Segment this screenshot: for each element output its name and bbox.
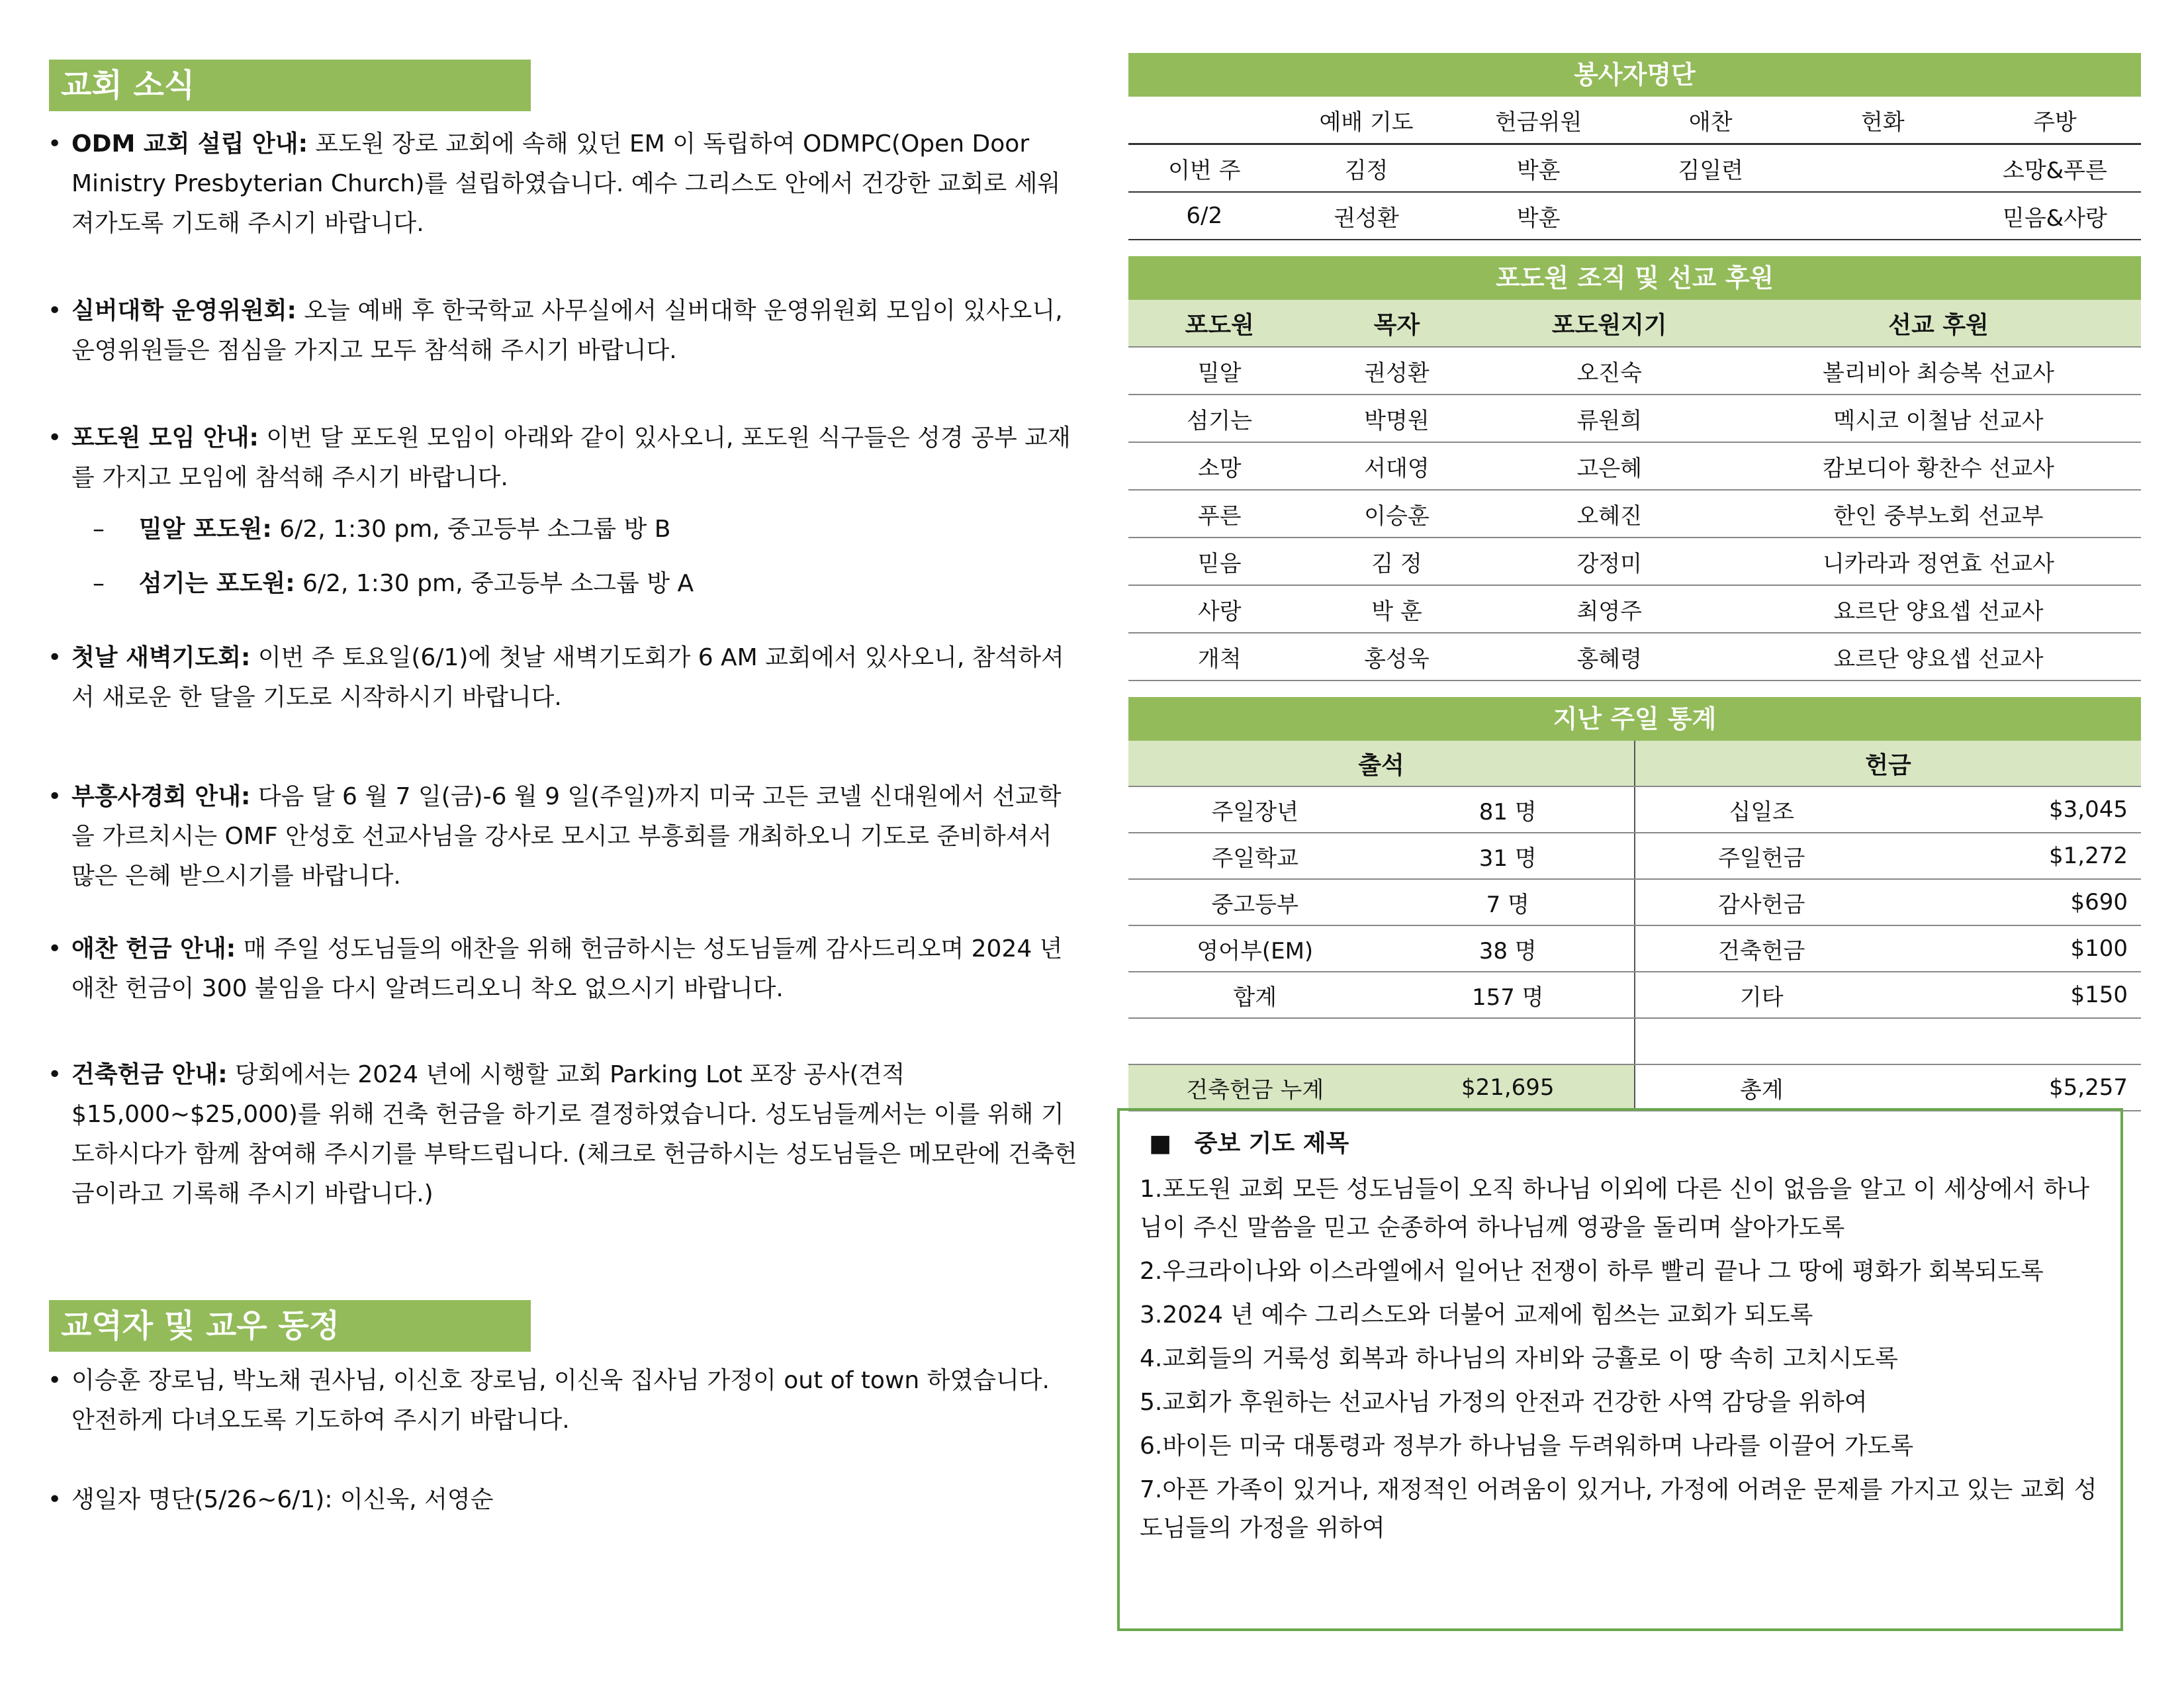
prayer-box <box>1117 1108 2123 1631</box>
sub-item-mil-al <box>46 510 1079 549</box>
table-cell: 합계 <box>1128 972 1382 1018</box>
bullet-icon: • <box>48 783 62 810</box>
header-cell: 애찬 <box>1625 97 1797 144</box>
table-cell: 요르단 양요셉 선교사 <box>1736 633 2141 680</box>
news-text: 오늘 예배 후 한국학교 사무실에서 실버대학 운영위원회 모임이 있사오니, 운영위원들은 점심을 가지고 모두 참석해 주시기 바랍니다. <box>71 297 1063 364</box>
table-cell: 박훈 <box>1453 144 1625 193</box>
prayer-title-text: 중보 기도 제목 <box>1194 1130 1349 1157</box>
header-cell <box>1128 97 1281 144</box>
table-cell: 김 정 <box>1310 538 1482 585</box>
table-cell: $100 <box>1888 925 2142 972</box>
table-cell: 강정미 <box>1482 538 1736 585</box>
news-label: 포도원 모임 안내: <box>71 424 259 451</box>
table-cell: 류원희 <box>1482 395 1736 442</box>
volunteers-table <box>1128 97 2141 240</box>
table-cell: 오혜진 <box>1482 490 1736 538</box>
news-text: 다음 달 6 월 7 일(금)-6 월 9 일(주일)까지 미국 고든 코넬 신대원에서 선교학을 가르치시는 OMF 안성호 선교사님을 강사로 모시고 부흥회를 개최하오니 기도로 준비하셔서 많은 은혜 받으시기를 바랍니다. <box>71 783 1062 890</box>
table-cell: 157 명 <box>1382 972 1635 1018</box>
news-item-odm <box>46 124 1079 244</box>
sub-text: 6/2, 1:30 pm, 중고등부 소그룹 방 A <box>295 570 694 597</box>
bullet-icon: • <box>48 1486 62 1513</box>
bullet-icon: • <box>48 935 62 962</box>
left-column <box>46 60 1079 1520</box>
members-news-travel <box>46 1361 1079 1440</box>
news-item-fellowship-offering <box>46 929 1079 1009</box>
table-cell: 이승훈 <box>1310 490 1482 538</box>
news-text: 생일자 명단(5/26~6/1): 이신욱, 서영순 <box>71 1486 494 1513</box>
table-row-total <box>1128 1064 2141 1111</box>
table-row <box>1128 585 2141 633</box>
table-row <box>1128 442 2141 490</box>
news-text: 이승훈 장로님, 박노채 권사님, 이신호 장로님, 이신욱 집사님 가정이 out of town 하였습니다. 안전하게 다녀오도록 기도하여 주시기 바랍니다. <box>71 1367 1050 1434</box>
header-cell: 선교 후원 <box>1736 300 2141 347</box>
table-cell: 주일학교 <box>1128 833 1382 879</box>
table-cell: 김일련 <box>1625 144 1797 193</box>
table-cell: 기타 <box>1635 972 1888 1018</box>
table-cell: 믿음 <box>1128 538 1310 585</box>
table-cell: 푸른 <box>1128 490 1310 538</box>
sub-item-seomgi <box>46 564 1079 604</box>
members-news-heading: 교역자 및 교우 동정 <box>49 1300 531 1352</box>
table-cell: 섬기는 <box>1128 395 1310 442</box>
table-cell: 소망 <box>1128 442 1310 490</box>
stats-table <box>1128 741 2141 1111</box>
table-cell <box>1625 192 1797 240</box>
table-cell <box>1888 1018 2142 1064</box>
table-cell: 최영주 <box>1482 585 1736 633</box>
table-cell: 박훈 <box>1453 192 1625 240</box>
table-header-row <box>1128 97 2141 144</box>
bullet-icon: • <box>48 424 62 451</box>
table-cell: 38 명 <box>1382 925 1635 972</box>
news-label: 부흥사경회 안내: <box>71 783 251 810</box>
news-item-vineyard-meeting <box>46 418 1079 498</box>
volunteers-heading: 봉사자명단 <box>1128 53 2141 97</box>
table-cell: $3,045 <box>1888 786 2142 833</box>
table-header-row <box>1128 741 2141 786</box>
table-row <box>1128 144 2141 193</box>
news-text: 이번 주 토요일(6/1)에 첫날 새벽기도회가 6 AM 교회에서 있사오니, 참석하셔서 새로운 한 달을 기도로 시작하시기 바랍니다. <box>71 644 1064 711</box>
table-cell: 사랑 <box>1128 585 1310 633</box>
dash-icon: – <box>93 570 105 597</box>
table-cell: 영어부(EM) <box>1128 925 1382 972</box>
table-row <box>1128 925 2141 972</box>
table-cell: 서대영 <box>1310 442 1482 490</box>
sub-text: 6/2, 1:30 pm, 중고등부 소그룹 방 B <box>271 516 671 543</box>
prayer-item: 2.우크라이나와 이스라엘에서 일어난 전쟁이 하루 빨리 끝나 그 땅에 평화가 회복되도록 <box>1140 1258 2044 1285</box>
table-cell: $690 <box>1888 879 2142 925</box>
table-header-row <box>1128 300 2141 347</box>
news-text: 이번 달 포도원 모임이 아래와 같이 있사오니, 포도원 식구들은 성경 공부 교재를 가지고 모임에 참석해 주시기 바랍니다. <box>71 424 1071 491</box>
attendance-heading: 출석 <box>1128 741 1635 786</box>
table-cell: 6/2 <box>1128 192 1281 240</box>
bullet-icon: • <box>48 130 62 158</box>
table-cell: 31 명 <box>1382 833 1635 879</box>
news-item-building-fund <box>46 1055 1079 1214</box>
news-text: 포도원 장로 교회에 속해 있던 EM 이 독립하여 ODMPC(Open Door Ministry Presbyterian Church)를 설립하였습니다. 예수 그리스도 안에서 건강한 교회로 세워져가도록 기도해 주시기 바랍니다. <box>71 130 1061 237</box>
table-row <box>1128 879 2141 925</box>
square-bullet-icon: ■ <box>1149 1130 1172 1157</box>
table-row <box>1128 347 2141 395</box>
table-cell: 니카라과 정연효 선교사 <box>1736 538 2141 585</box>
table-cell: 홍성욱 <box>1310 633 1482 680</box>
table-cell: 요르단 양요셉 선교사 <box>1736 585 2141 633</box>
org-table <box>1128 300 2141 681</box>
offering-heading: 헌금 <box>1635 741 2141 786</box>
table-cell: 밀알 <box>1128 347 1310 395</box>
table-row <box>1128 1018 2141 1064</box>
table-cell: $150 <box>1888 972 2142 1018</box>
table-cell <box>1128 1018 1382 1064</box>
church-news-heading: 교회 소식 <box>49 60 531 111</box>
table-cell: 권성환 <box>1310 347 1482 395</box>
table-cell: 건축헌금 누계 <box>1128 1064 1382 1111</box>
header-cell: 목자 <box>1310 300 1482 347</box>
table-cell: 캄보디아 황찬수 선교사 <box>1736 442 2141 490</box>
news-label: ODM 교회 설립 안내: <box>71 130 308 158</box>
table-row <box>1128 490 2141 538</box>
table-cell: 총계 <box>1635 1064 1888 1111</box>
table-cell <box>1635 1018 1888 1064</box>
table-cell: 개척 <box>1128 633 1310 680</box>
right-column <box>1128 53 2141 1111</box>
table-cell: 81 명 <box>1382 786 1635 833</box>
table-cell <box>1382 1018 1635 1064</box>
sub-label: 섬기는 포도원: <box>139 570 295 597</box>
bullet-icon: • <box>48 644 62 671</box>
table-cell: 7 명 <box>1382 879 1635 925</box>
table-row <box>1128 972 2141 1018</box>
news-item-silver-college <box>46 291 1079 371</box>
table-cell: 박 훈 <box>1310 585 1482 633</box>
members-news-birthday <box>46 1480 1079 1520</box>
bullet-icon: • <box>48 297 62 324</box>
bullet-icon: • <box>48 1061 62 1088</box>
table-row <box>1128 833 2141 879</box>
table-cell: 볼리비아 최승복 선교사 <box>1736 347 2141 395</box>
table-row <box>1128 633 2141 680</box>
table-row <box>1128 192 2141 240</box>
news-label: 애찬 헌금 안내: <box>71 935 236 962</box>
bullet-icon: • <box>48 1367 62 1394</box>
prayer-item: 5.교회가 후원하는 선교사님 가정의 안전과 건강한 사역 감당을 위하여 <box>1140 1389 1868 1416</box>
prayer-item: 4.교회들의 거룩성 회복과 하나님의 자비와 긍휼로 이 땅 속히 고치시도록 <box>1140 1345 1898 1372</box>
table-cell: 감사헌금 <box>1635 879 1888 925</box>
prayer-item: 3.2024 년 예수 그리스도와 더불어 교제에 힘쓰는 교회가 되도록 <box>1140 1301 1813 1329</box>
prayer-item: 7.아픈 가족이 있거나, 재정적인 어려움이 있거나, 가정에 어려운 문제를 가지고 있는 교회 성도님들의 가정을 위하여 <box>1140 1476 2097 1542</box>
header-cell: 포도원 <box>1128 300 1310 347</box>
header-cell: 포도원지기 <box>1482 300 1736 347</box>
table-cell <box>1797 144 1969 193</box>
table-cell: 한인 중부노회 선교부 <box>1736 490 2141 538</box>
table-cell: 권성환 <box>1281 192 1453 240</box>
news-item-revival <box>46 777 1079 896</box>
table-cell: 중고등부 <box>1128 879 1382 925</box>
news-text: 매 주일 성도님들의 애찬을 위해 헌금하시는 성도님들께 감사드리오며 2024 년 애찬 헌금이 300 불임을 다시 알려드리오니 착오 없으시기 바랍니다. <box>71 935 1063 1002</box>
table-cell <box>1797 192 1969 240</box>
table-cell: 홍혜령 <box>1482 633 1736 680</box>
table-cell: $21,695 <box>1382 1064 1635 1111</box>
table-cell: 주일헌금 <box>1635 833 1888 879</box>
news-label: 첫날 새벽기도회: <box>71 644 251 671</box>
org-heading: 포도원 조직 및 선교 후원 <box>1128 256 2141 300</box>
prayer-title <box>1140 1124 2101 1164</box>
prayer-item: 1.포도원 교회 모든 성도님들이 오직 하나님 이외에 다른 신이 없음을 알고 이 세상에서 하나님이 주신 말씀을 믿고 순종하여 하나님께 영광을 돌리며 살아가도록 <box>1140 1176 2090 1241</box>
header-cell: 헌금위원 <box>1453 97 1625 144</box>
news-label: 건축헌금 안내: <box>71 1061 228 1088</box>
table-cell: 주일장년 <box>1128 786 1382 833</box>
sub-label: 밀알 포도원: <box>139 516 272 543</box>
table-cell: 십일조 <box>1635 786 1888 833</box>
table-cell: $5,257 <box>1888 1064 2142 1111</box>
table-cell: 박명원 <box>1310 395 1482 442</box>
table-cell: 믿음&사랑 <box>1969 192 2141 240</box>
header-cell: 헌화 <box>1797 97 1969 144</box>
news-label: 실버대학 운영위원회: <box>71 297 296 324</box>
header-cell: 예배 기도 <box>1281 97 1453 144</box>
table-row <box>1128 538 2141 585</box>
table-cell: 고은혜 <box>1482 442 1736 490</box>
prayer-item: 6.바이든 미국 대통령과 정부가 하나님을 두려워하며 나라를 이끌어 가도록 <box>1140 1432 1914 1460</box>
table-cell: 이번 주 <box>1128 144 1281 193</box>
header-cell: 주방 <box>1969 97 2141 144</box>
table-cell: 오진숙 <box>1482 347 1736 395</box>
table-cell: 소망&푸른 <box>1969 144 2141 193</box>
stats-heading: 지난 주일 통계 <box>1128 697 2141 741</box>
table-cell: 김정 <box>1281 144 1453 193</box>
table-cell: $1,272 <box>1888 833 2142 879</box>
dash-icon: – <box>93 516 105 543</box>
news-text: 당회에서는 2024 년에 시행할 교회 Parking Lot 포장 공사(견적 $15,000~$25,000)를 위해 건축 헌금을 하기로 결정하였습니다. 성도님들께서는 이를 위해 기도하시다가 함께 참여해 주시기를 부탁드립니다. (체크로 헌금하시는 성도님들은 메모란에 건축헌금이라고 기록해 주시기 바랍니다.) <box>71 1061 1077 1207</box>
news-item-dawn-prayer <box>46 638 1079 718</box>
table-cell: 건축헌금 <box>1635 925 1888 972</box>
table-cell: 멕시코 이철남 선교사 <box>1736 395 2141 442</box>
table-row <box>1128 786 2141 833</box>
table-row <box>1128 395 2141 442</box>
